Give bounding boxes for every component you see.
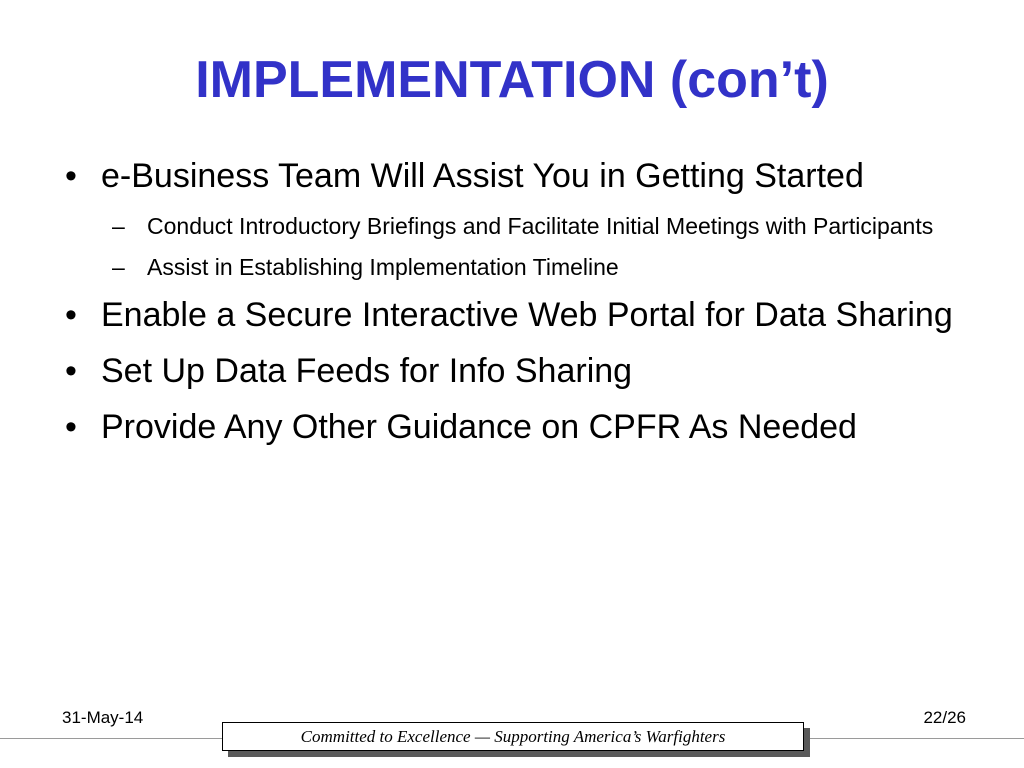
bullet-list [56, 154, 976, 461]
sub-bullet-item [56, 210, 976, 242]
sub-bullet-marker: – [112, 213, 125, 239]
bullet-marker: • [65, 296, 77, 334]
motto-text: Committed to Excellence — Supporting America’s Warfighters [300, 726, 726, 746]
slide-number: 22/26 [923, 708, 966, 727]
sub-bullet-marker: – [112, 254, 125, 280]
sub-bullet-item [56, 251, 976, 283]
bullet-text: Set Up Data Feeds for Info Sharing [101, 352, 633, 390]
bullet-text: Enable a Secure Interactive Web Portal for Data Sharing [101, 296, 953, 334]
bullet-marker: • [65, 157, 77, 195]
sub-bullet-text: Assist in Establishing Implementation Timeline [147, 254, 619, 280]
sub-bullet-list [56, 210, 976, 283]
bullet-item [56, 349, 976, 393]
footer-date: 31-May-14 [62, 708, 144, 727]
bullet-text: e-Business Team Will Assist You in Getting Started [101, 157, 864, 195]
sub-bullet-text: Conduct Introductory Briefings and Facilitate Initial Meetings with Participants [147, 213, 934, 239]
bullet-marker: • [65, 352, 77, 390]
bullet-item [56, 154, 976, 198]
bullet-marker: • [65, 408, 77, 446]
bullet-text: Provide Any Other Guidance on CPFR As Needed [101, 408, 857, 446]
bullet-item [56, 405, 976, 449]
bullet-item [56, 293, 976, 337]
slide-title: IMPLEMENTATION (con’t) [195, 51, 829, 109]
motto-box [222, 722, 804, 751]
